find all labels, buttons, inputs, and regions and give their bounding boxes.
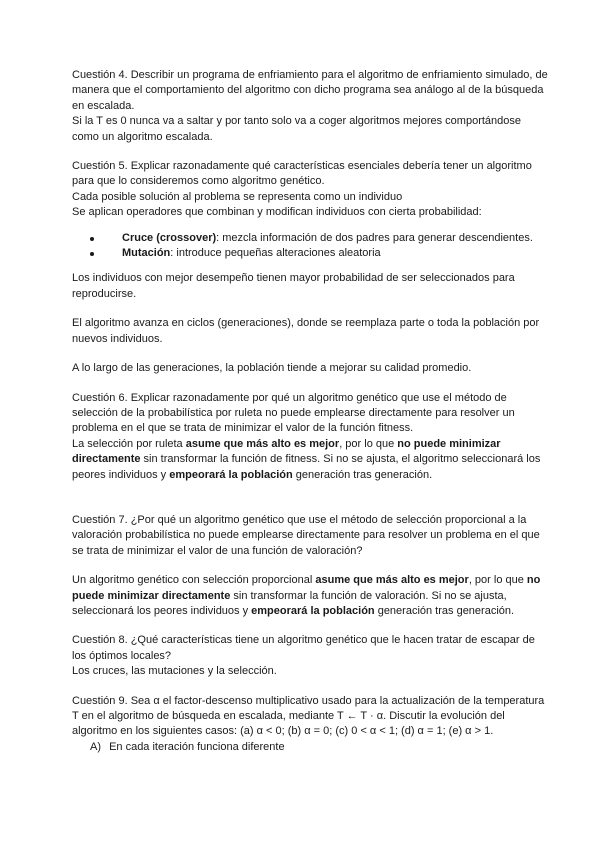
- bullet-term: Mutación: [122, 247, 171, 260]
- q6-question: Cuestión 6. Explicar razonadamente por qué un algoritmo genético que use el método de selección de la probabilística por ruleta no puede emplearse directamente para resolver un problema en el que se trata de minimizar el valor de la función fitness.: [72, 391, 515, 435]
- q5-paragraph-3: A lo largo de las generaciones, la población tiende a mejorar su calidad promedio.: [72, 362, 472, 375]
- bullet-term: Cruce (crossover): [122, 231, 217, 244]
- text-run: sin transformar la función de fitness. Si no se ajusta, el algoritmo seleccionará los peores individuos y: [72, 453, 541, 481]
- bold-run: asume que más alto es mejor: [315, 574, 469, 587]
- q9-question: Cuestión 9. Sea α el factor-descenso multiplicativo usado para la actualización de la temperatura T en el algoritmo de búsqueda en escalada, mediante T ← T · α. Discutir la evolución del algoritmo en los siguientes casos: (a) α < 0; (b) α = 0; (c) 0 < α < 1; (d) α = 1; (e) α > 1.: [72, 694, 545, 738]
- q5-paragraph-1: Los individuos con mejor desempeño tienen mayor probabilidad de ser seleccionados para reproducirse.: [72, 272, 515, 300]
- text-run: generación tras generación.: [374, 604, 515, 617]
- bold-run: no puede minimizar directamente: [72, 574, 541, 602]
- q5-question: Cuestión 5. Explicar razonadamente qué características esenciales debería tener un algoritmo para que lo consideremos como algoritmo genético.: [72, 160, 532, 188]
- q7-question: Cuestión 7. ¿Por qué un algoritmo genético que use el método de selección proporcional a la valoración probabilística no puede emplearse directamente para resolver un problema en el que se trata de minimizar el valor de una función de valoración?: [72, 513, 540, 557]
- q8-question: Cuestión 8. ¿Qué características tiene un algoritmo genético que le hacen tratar de escapar de los óptimos locales?: [72, 634, 535, 662]
- bold-run: empeorará la población: [169, 468, 293, 481]
- bullet-text: : introduce pequeñas alteraciones aleatoria: [170, 247, 381, 260]
- q4-answer: Si la T es 0 nunca va a saltar y por tanto solo va a coger algoritmos mejores comportándose como un algoritmo escalada.: [72, 115, 521, 143]
- q9-list-item: [72, 740, 548, 755]
- q6-answer: [72, 437, 548, 483]
- text-run: sin transformar la función de valoración. Si no se ajusta, seleccionará los peores individuos y: [72, 589, 507, 617]
- text-run: generación tras generación.: [292, 468, 433, 481]
- list-item: [72, 231, 548, 246]
- text-run: , por lo que: [339, 437, 398, 450]
- bold-run: asume que más alto es mejor: [185, 437, 340, 450]
- q5-paragraph-2: El algoritmo avanza en ciclos (generaciones), donde se reemplaza parte o toda la población por nuevos individuos.: [72, 317, 540, 345]
- text-run: Un algoritmo genético con selección proporcional: [72, 574, 316, 587]
- list-item-text: En cada iteración funciona diferente: [109, 740, 285, 753]
- bold-run: empeorará la población: [251, 604, 375, 617]
- text-run: , por lo que: [468, 574, 527, 587]
- text-run: La selección por ruleta: [72, 437, 186, 450]
- q8-answer: Los cruces, las mutaciones y la selección.: [72, 665, 277, 678]
- bullet-text: : mezcla información de dos padres para generar descendientes.: [216, 231, 533, 244]
- list-item: [72, 246, 548, 261]
- q7-answer: [72, 573, 548, 619]
- q5-answer-line2: Se aplican operadores que combinan y modifican individuos con cierta probabilidad:: [72, 206, 482, 219]
- bold-run: no puede minimizar directamente: [72, 437, 501, 466]
- q4-question: Cuestión 4. Describir un programa de enfriamiento para el algoritmo de enfriamiento simulado, de manera que el comportamiento del algoritmo con dicho programa sea análogo al de la búsqueda en escalada.: [72, 69, 548, 112]
- q5-bullet-list: [72, 231, 548, 262]
- q5-answer-line1: Cada posible solución al problema se representa como un individuo: [72, 190, 403, 203]
- list-marker: A): [90, 740, 101, 753]
